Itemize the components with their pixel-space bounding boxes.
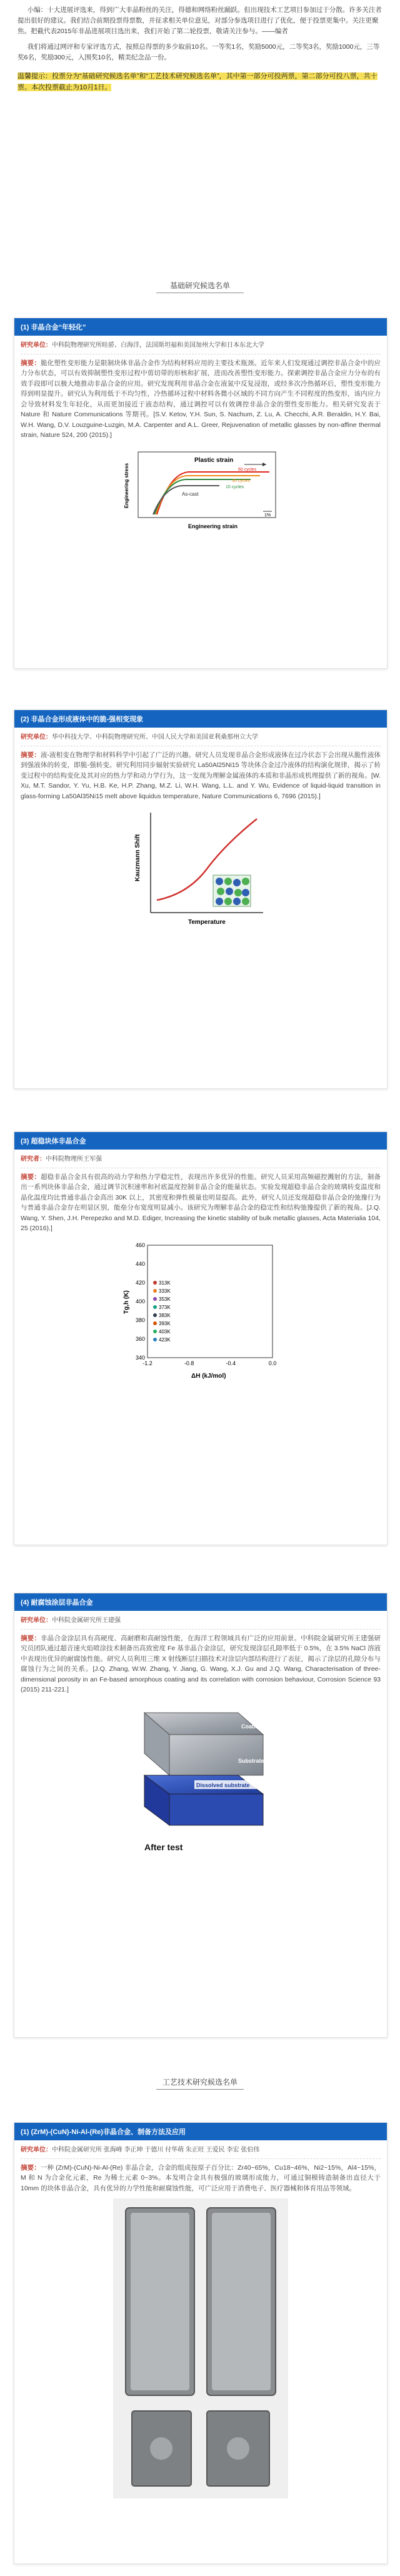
intro-paragraph: 我们将通过网评和专家评选方式，按照总得票的多少取前10名。一等奖1名，奖励5000元，二等奖3名，奖励1000元，三等奖6名，奖励300元，入围奖10名，精美纪念品一份。 — [18, 43, 380, 61]
research-unit: 研究单位：中科院物理研究所眭骄、白海洋，法国斯坦福和美国加州大学和日本东北大学 — [21, 341, 381, 354]
card-title: (4) 耐腐蚀涂层非晶合金 — [14, 1593, 387, 1611]
research-unit: 研究单位：中科院金属研究所王建强 — [21, 1616, 381, 1630]
y-tick-label: 360 — [135, 1335, 145, 1342]
candidate-card-4 — [14, 1593, 388, 2038]
legend-marker — [153, 1330, 157, 1333]
chart-title: Plastic strain — [194, 456, 234, 464]
x-axis-label: ΔH (kJ/mol) — [191, 1372, 226, 1380]
legend-marker — [153, 1321, 157, 1325]
x-axis-label: Temperature — [188, 919, 226, 926]
abstract: 摘要：一种 (ZrM)-(CuN)-Ni-Al-(Re) 非晶合金，合金的组成按原子百分比：Zr40~65%，Cu18~46%，Ni2~15%，Al4~15%，M 和 N 为合金化元素，Re 为稀土元素 0~3%。本发明合金具有极强的玻璃形成能力，可通过铜模铸造制备出直径大于 10mm 的块体非晶合金，具有优异的力学性能和耐腐蚀性能，可广泛应用于消费电子、医疗器械和体育用品等领域。 — [21, 2163, 381, 2192]
legend-marker — [153, 1289, 157, 1293]
x-tick-label: -0.8 — [184, 1360, 194, 1366]
legend-label: 393K — [159, 1320, 171, 1326]
candidate-card-5 — [14, 2122, 388, 2564]
y-axis-label: Kauzmann Shift — [134, 834, 141, 881]
series-label: As-cast — [182, 491, 199, 497]
abstract: 摘要：超稳非晶合金具有很高的动力学和热力学稳定性，表现出许多优异的性能。研究人员采用高频磁控溅射的方法，制备出一系列块体非晶合金，通过调节沉积速率和衬底温度控制非晶合金的能量状态。实验发现超稳非晶合金的玻璃转变温度和晶化温度均比普通非晶合金高出 30K 以上，其密度和弹性模量也明显提高。此外，研究人员还发现超稳非晶合金的弛豫行为与普通非晶合金存在明显区别，能垒分布宽度明显减小。该研究为理解非晶合金的稳定性和结构弛豫提供了新的视角。[J.Q. Wang, Y. Shen, J.H. Perepezko and M.D. Ediger, Increasing the kinetic stability of bulk metallic glasses, Acta Materialia 104, 25 (2016).] — [21, 1173, 381, 1232]
title-underline — [156, 2089, 244, 2090]
y-tick-label: 380 — [135, 1316, 145, 1323]
y-tick-label: 340 — [135, 1354, 145, 1361]
card-title: (2) 非晶合金形成液体中的脆-强相变现象 — [14, 710, 387, 728]
y-tick-label: 440 — [135, 1260, 145, 1267]
fig-label: Substrate — [238, 1757, 264, 1764]
legend-label: 333K — [159, 1288, 171, 1294]
legend-marker — [153, 1281, 157, 1285]
research-unit: 研究者：中科院物理所王军强 — [21, 1155, 381, 1168]
y-tick-label: 420 — [135, 1279, 145, 1286]
legend-marker — [153, 1313, 157, 1317]
abstract: 摘要：脆化塑性变形能力是限制块体非晶合金作为结构材料应用的主要技术瓶颈。近年来人们发现通过调控非晶合金中的应力分布状态，可以有效抑制塑性变形过程中剪切带的形核和扩展，进而改善塑性变形能力。探索调控非晶合金应力分布的有效手段即可以极大地推动非晶合金的应用。研究发现利用非晶合金在液氮中反复浸泡，或经多次冷热循环后，塑性变形能力得到明显提升。研究认为利用低于不均匀性，冷热循环过程中材料各微小区域的不同方向产生不同程度的热变形，该内应力会导致材料发生年轻化，从而更加接近于液态结构，通过调控可以有效调控非晶合金的塑性变形能力。相关研究发表于 Nature 和 Nature Communications 等期刊。[S.V. Ketov, Y.H. Sun, S. Nachum, Z. Lu, A. Checchi, A.R. Beraldin, H.Y. Bai, W.H. Wang, D.V. Louzguine-Luzgin, M.A. Carpenter and A.L. Greer, Rejuvenation of metallic glasses by non-affine thermal strain, Nature 524, 200 (2015).] — [21, 359, 381, 439]
coating-3d-figure — [107, 1700, 294, 1869]
cast-samples-photo — [113, 2198, 288, 2498]
candidate-card-2 — [14, 709, 388, 1089]
x-tick-label: -0.4 — [226, 1360, 236, 1366]
y-tick-label: 400 — [135, 1298, 145, 1305]
research-unit: 研究单位：中科院金属研究所 张海峰 李正坤 于德川 付华萌 朱正旺 王爱民 李宏 张伯伟 — [21, 2145, 381, 2159]
x-axis-label: Engineering strain — [188, 523, 238, 529]
legend-label: 313K — [159, 1280, 171, 1286]
y-axis-label: Engineering stress — [124, 463, 129, 508]
intro-block — [0, 0, 400, 63]
intro-paragraph: 小编：十大进展评选来，得到广大非晶粉丝的关注，得德和网络粉丝踊跃。但出现技术工艺项目参加过于分散。许多关注者提出很好的建议。我们结合前期投票得票数，并征求相关单位意见，对部分参选项目进行了优化，便于投票更集中。关注更聚焦。把截代表2015年非晶进展项目选出来，我们开始了第二轮投票，敬请关注参与。——编者 — [18, 6, 382, 35]
fig-label: After test — [144, 1842, 183, 1852]
abstract: 摘要：非晶合金涂层具有高硬度、高耐磨和高耐蚀性能，在海洋工程领域具有广泛的应用前景。中科院金属研究所王建强研究员团队通过超音速火焰喷涂技术制备出高致密度 Fe 基非晶合金涂层，研究发现涂层孔隙率低于 0.5%，在 3.5% NaCl 溶液中表现出优异的耐腐蚀性能。研究人员利用三维 X 射线断层扫描技术对涂层内部结构进行了表征，揭示了涂层的孔隙分布与腐蚀行为之间的关系。[J.Q. Zhang, W.W. Zhang, Y. Jiang, G. Wang, X.J. Gu and J.Q. Wang, Characterisation of three-dimensional porosity in an Fe-based amorphous coating and its correlation with corrosion behaviour, Corrosion Science 93 (2015) 211-221.] — [21, 1634, 381, 1693]
legend-label: 403K — [159, 1328, 171, 1335]
series-label: 60 cycles — [238, 467, 257, 472]
y-axis-label: Tg,h (K) — [123, 1290, 130, 1314]
liquid-transition-figure — [132, 806, 269, 931]
notice-text: 温馨提示：投票分为“基础研究候选名单”和“工艺技术研究候选名单”，其中第一部分可投两票，第二部分可投八票，共十票。本次投票截止为10月1日。 — [18, 73, 378, 91]
y-tick-label: 460 — [135, 1241, 145, 1248]
vote-notice — [18, 71, 382, 93]
fig-label: Dissolved substrate — [196, 1782, 250, 1788]
atom-cluster — [213, 875, 251, 906]
series-label: 30 cycles — [232, 478, 251, 483]
section-title-process: 工艺技术研究候选名单 — [0, 2077, 400, 2090]
card-title: (1) 非晶合金“年轻化” — [14, 318, 387, 336]
series-label: 10 cycles — [226, 484, 244, 489]
legend-label: 373K — [159, 1304, 171, 1310]
legend-marker — [153, 1338, 157, 1341]
abstract: 摘要：液-液相变在物理学和材料科学中引起了广泛的兴趣。研究人员发现非晶合金形成液体在过冷状态下会出现从脆性液体到强液体的转变，即脆-强转变。研究利用同步辐射实验研究 La50Al25Ni15 等块体合金过冷液体的结构演化规律，揭示了转变过程中的结构变化及其对应的热力学和动力学行为，这一发现为理解金属液体的本质和非晶形成机理提供了新的视角。[W. Xu, M.T. Sandor, Y. Yu, H.B. Ke, H.P. Zhang, M.Z. Li, W.H. Wang, L.L. and Y. Wu, Evidence of liquid-liquid transition in glass-forming La50Al35Ni15 melt above liquidus temperature, Nature Communications 6, 7696 (2015).] — [21, 751, 381, 800]
x-tick-label: -1.2 — [142, 1360, 152, 1366]
legend-marker — [153, 1305, 157, 1309]
card-title: (1) (ZrM)-(CuN)-Ni-Al-(Re)非晶合金、制备方法及应用 — [14, 2123, 387, 2140]
legend-label: 383K — [159, 1312, 171, 1318]
section-title-basic: 基础研究候选名单 — [0, 280, 400, 293]
legend-label: 423K — [159, 1336, 171, 1343]
scale-label: 1% — [264, 513, 271, 518]
fig-label: Coating — [241, 1723, 262, 1730]
research-unit: 研究单位：华中科技大学、中科院物理研究所、中国人民大学和美国亚利桑那州立大学 — [21, 733, 381, 746]
candidate-card-3 — [14, 1131, 388, 1545]
plastic-strain-figure — [119, 446, 282, 533]
card-title: (3) 超稳块体非晶合金 — [14, 1132, 387, 1150]
tgh-scatter-chart — [119, 1239, 282, 1383]
candidate-card-1 — [14, 318, 388, 669]
legend-label: 353K — [159, 1296, 171, 1302]
legend-marker — [153, 1297, 157, 1301]
x-tick-label: 0.0 — [268, 1360, 277, 1366]
